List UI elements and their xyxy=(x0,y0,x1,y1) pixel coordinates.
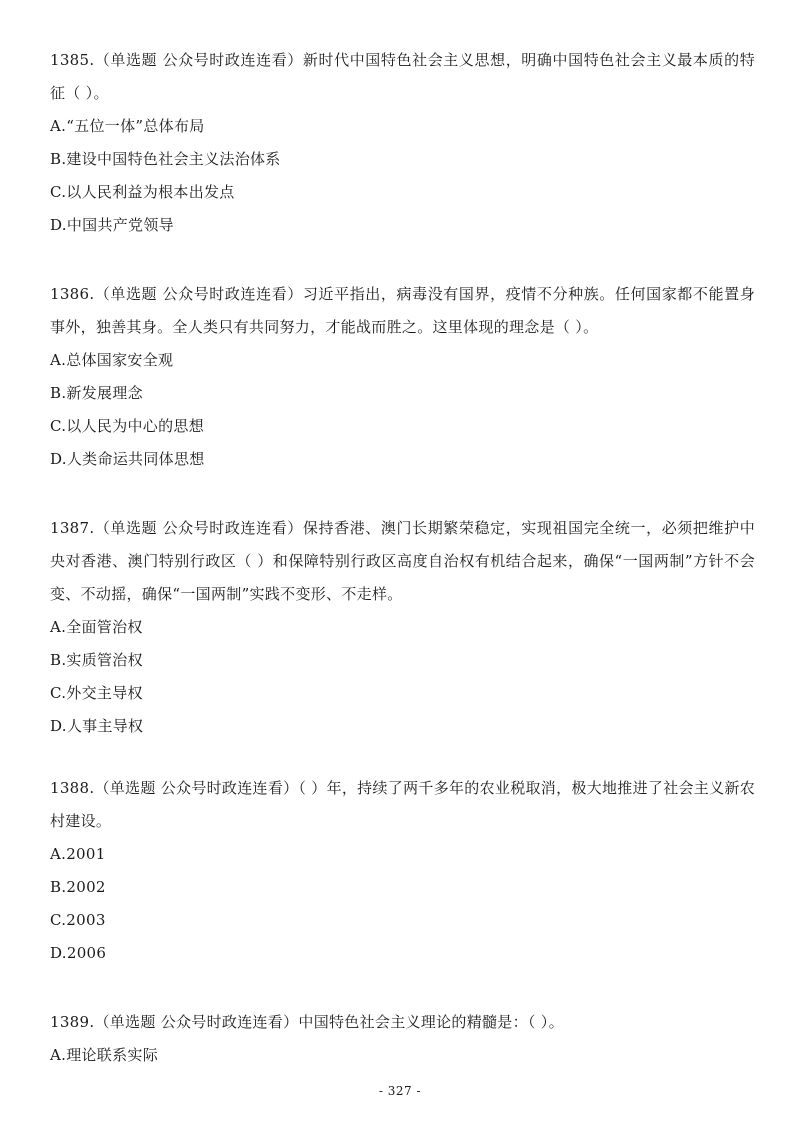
option-b: B.2002 xyxy=(50,878,106,896)
option-c: C.以人民为中心的思想 xyxy=(50,417,205,435)
option-c: C.外交主导权 xyxy=(50,684,143,702)
option-b: B.建设中国特色社会主义法治体系 xyxy=(50,150,281,168)
option-a: A.“五位一体”总体布局 xyxy=(50,117,205,135)
option-b: B.实质管治权 xyxy=(50,651,143,669)
question-stem: 1387.（单选题 公众号时政连连看）保持香港、澳门长期繁荣稳定，实现祖国完全统一，必须把维护中央对香港、澳门特别行政区（ ）和保障特别行政区高度自治权有机结合起来，确保“一国两制”方针不会变、不动摇，确保“一国两制”实践不变形、不走样。 xyxy=(50,519,755,603)
question-stem: 1389.（单选题 公众号时政连连看）中国特色社会主义理论的精髓是：（ ）。 xyxy=(50,1013,564,1031)
question-stem: 1385.（单选题 公众号时政连连看）新时代中国特色社会主义思想，明确中国特色社会主义最本质的特征（ ）。 xyxy=(50,51,755,102)
page-number: - 327 - xyxy=(378,1084,422,1098)
question-1389 xyxy=(50,1006,755,1072)
option-d: D.中国共产党领导 xyxy=(50,216,174,234)
option-d: D.2006 xyxy=(50,944,107,962)
option-a: A.全面管治权 xyxy=(50,618,143,636)
question-1387 xyxy=(50,512,755,743)
option-b: B.新发展理念 xyxy=(50,384,143,402)
option-d: D.人类命运共同体思想 xyxy=(50,450,205,468)
option-c: C.2003 xyxy=(50,911,106,929)
option-a: A.总体国家安全观 xyxy=(50,351,174,369)
option-a: A.2001 xyxy=(50,845,106,863)
option-a: A.理论联系实际 xyxy=(50,1046,159,1064)
question-stem: 1388.（单选题 公众号时政连连看）（ ）年，持续了两千多年的农业税取消，极大地推进了社会主义新农村建设。 xyxy=(50,779,755,830)
question-1388 xyxy=(50,772,755,970)
option-c: C.以人民利益为根本出发点 xyxy=(50,183,235,201)
question-1385 xyxy=(50,44,755,242)
question-1386 xyxy=(50,278,755,476)
question-stem: 1386.（单选题 公众号时政连连看）习近平指出，病毒没有国界，疫情不分种族。任何国家都不能置身事外，独善其身。全人类只有共同努力，才能战而胜之。这里体现的理念是（ ）。 xyxy=(50,285,755,336)
option-d: D.人事主导权 xyxy=(50,717,144,735)
